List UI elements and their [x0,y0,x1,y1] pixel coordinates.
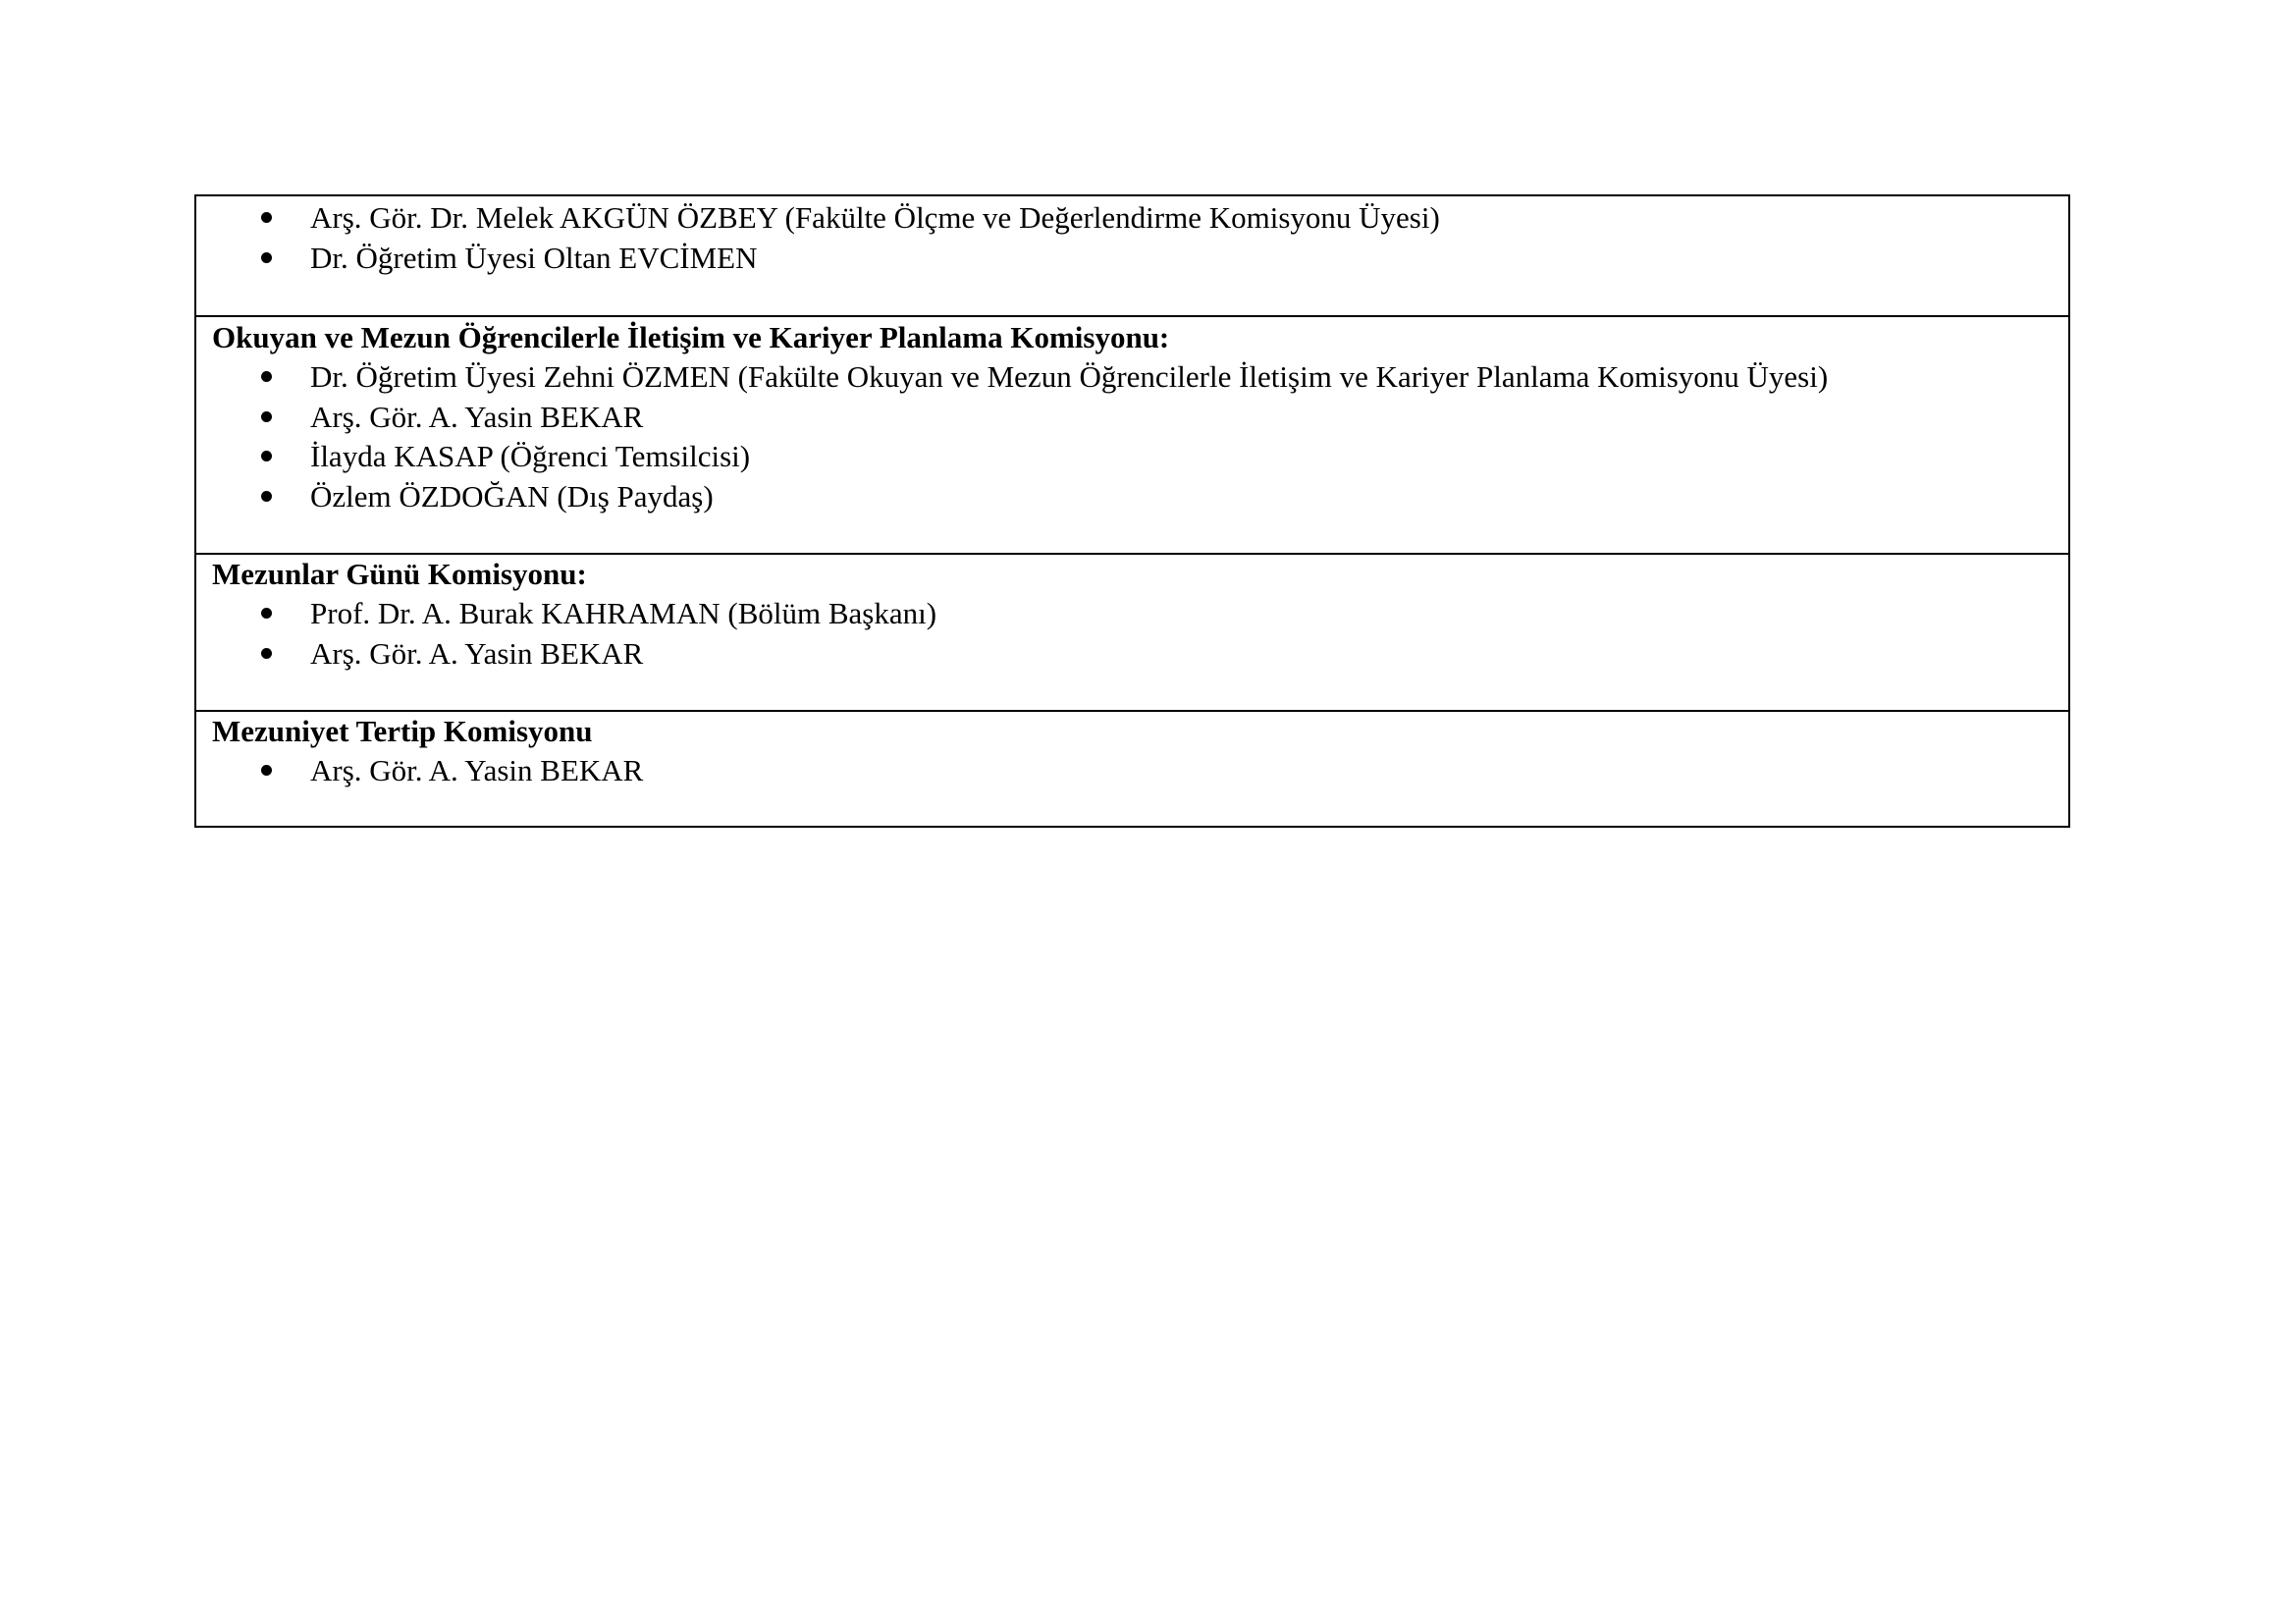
committee-title: Okuyan ve Mezun Öğrencilerle İletişim ve Kariyer Planlama Komisyonu: [212,320,1170,354]
committee-row [196,553,2068,710]
committee-title: Mezunlar Günü Komisyonu: [212,557,587,591]
list-item [212,398,2055,438]
list-item [212,594,2055,634]
member-list [212,198,2055,278]
list-item [212,357,2055,398]
member-name: Dr. Öğretim Üyesi Oltan EVCİMEN [310,240,758,275]
list-item [212,437,2055,477]
committee-table [194,194,2070,828]
member-name: Dr. Öğretim Üyesi Zehni ÖZMEN (Fakülte Okuyan ve Mezun Öğrencilerle İletişim ve Kariyer Planlama Komisyonu Üyesi) [310,359,1829,394]
member-name: Arş. Gör. A. Yasin BEKAR [310,635,644,671]
bullet-icon [261,451,272,461]
member-name: Arş. Gör. A. Yasin BEKAR [310,753,644,787]
bullet-icon [261,371,272,382]
member-name: Prof. Dr. A. Burak KAHRAMAN (Bölüm Başkanı) [310,596,937,630]
member-list [212,594,2055,674]
bullet-icon [261,411,272,422]
committee-title: Mezuniyet Tertip Komisyonu [212,714,593,748]
bullet-icon [261,252,272,263]
committee-row [196,196,2068,315]
list-item [212,634,2055,675]
committee-row [196,315,2068,553]
member-list [212,751,2055,791]
bullet-icon [261,648,272,659]
bullet-icon [261,765,272,776]
bullet-icon [261,212,272,223]
committee-row [196,710,2068,826]
list-item [212,751,2055,791]
member-name: Arş. Gör. Dr. Melek AKGÜN ÖZBEY (Fakülte Ölçme ve Değerlendirme Komisyonu Üyesi) [310,200,1440,235]
member-name: Özlem ÖZDOĞAN (Dış Paydaş) [310,478,714,514]
list-item [212,198,2055,239]
bullet-icon [261,491,272,502]
member-name: Arş. Gör. A. Yasin BEKAR [310,399,644,434]
member-list [212,357,2055,516]
bullet-icon [261,608,272,619]
list-item [212,477,2055,517]
member-name: İlayda KASAP (Öğrenci Temsilcisi) [310,439,751,473]
list-item [212,239,2055,279]
